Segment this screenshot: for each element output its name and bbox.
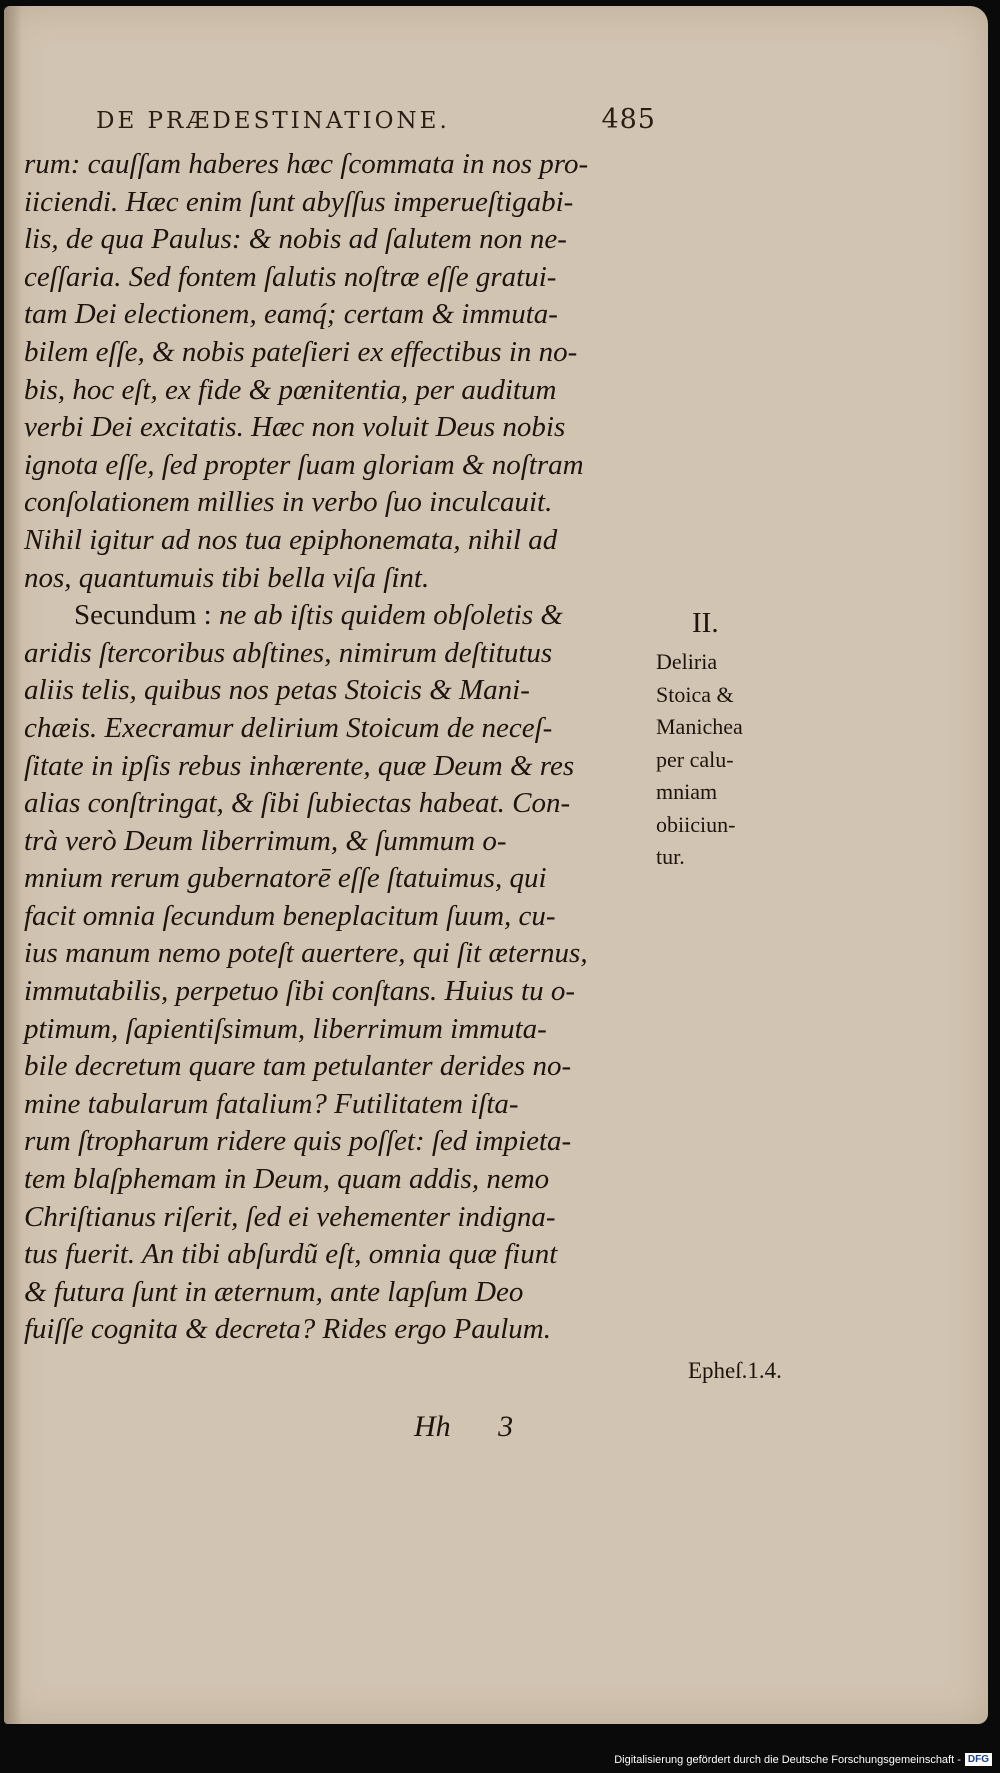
margin-bible-reference: Epheſ.1.4.	[688, 1358, 782, 1383]
page-number: 485	[601, 104, 656, 135]
text-line: verbi Dei excitatis. Hæc non voluit Deus nobis	[24, 411, 566, 444]
text-line: Nihil igitur ad nos tua epiphonemata, nihil ad	[24, 523, 558, 556]
margin-note-line: Deliria	[656, 649, 718, 674]
footer-text: Digitalisierung gefördert durch die Deutsche Forschungsgemeinschaft -	[614, 1753, 961, 1766]
text-line: rum ſtropharum ridere quis poſſet: ſed impieta-	[24, 1125, 572, 1158]
text-line: iiciendi. Hæc enim ſunt abyſſus imperueſtigabi-	[24, 185, 574, 218]
text-line: aliis telis, quibus nos petas Stoicis & Mani-	[24, 674, 530, 707]
margin-note-line: tur.	[656, 844, 685, 869]
margin-note-line: mniam	[656, 779, 718, 804]
text-line: tam Dei electionem, eamq́; certam & immuta-	[24, 298, 558, 331]
text-line: ignota eſſe, ſed propter ſuam gloriam & noſtram	[24, 448, 584, 481]
digitization-footer	[614, 1753, 992, 1766]
running-title: DE PRÆDESTINATIONE.	[96, 108, 450, 134]
text-line: mine tabularum fatalium? Futilitatem iſta-	[24, 1087, 519, 1120]
text-line: ius manum nemo poteſt auertere, qui ſit æternus,	[24, 937, 588, 970]
text-line: chæis. Execramur delirium Stoicum de neceſ-	[24, 711, 553, 744]
page-binding-shadow	[4, 6, 22, 1724]
dfg-logo-icon: DFG	[965, 1753, 992, 1766]
main-text-block	[24, 146, 669, 1349]
text-line: tem blaſphemam in Deum, quam addis, nemo	[24, 1163, 550, 1196]
text-line: & futura ſunt in æternum, ante lapſum Deo	[24, 1275, 524, 1308]
margin-note-line: per calu-	[656, 746, 734, 772]
text-line: tus fuerit. An tibi abſurdũ eſt, omnia quæ fiunt	[24, 1238, 558, 1271]
text-line: conſolationem millies in verbo ſuo inculcauit.	[24, 486, 553, 519]
book-page	[4, 6, 988, 1724]
text-line: ſitate in ipſis rebus inhærente, quæ Deum & res	[24, 749, 575, 782]
margin-note-line: obiiciun-	[656, 811, 736, 837]
text-line: rum: cauſſam haberes hæc ſcommata in nos pro-	[24, 148, 589, 180]
text-line: lis, de qua Paulus: & nobis ad ſalutem non ne-	[24, 223, 567, 256]
signature-letters: Hh	[414, 1410, 451, 1443]
signature-mark	[414, 1410, 513, 1444]
margin-note-line: Stoica &	[656, 681, 734, 707]
text-line: ptimum, ſapientiſsimum, liberrimum immuta-	[24, 1012, 547, 1045]
text-line: bis, hoc eſt, ex fide & pœnitentia, per auditum	[24, 373, 557, 406]
text-line: trà verò Deum liberrimum, & ſummum o-	[24, 824, 507, 857]
text-line: ceſſaria. Sed fontem ſalutis noſtræ eſſe gratui-	[24, 260, 557, 293]
text-line: nos, quantumuis tibi bella viſa ſint.	[24, 561, 430, 594]
margin-note	[656, 646, 806, 874]
text-line: facit omnia ſecundum beneplacitum ſuum, cu-	[24, 899, 556, 932]
signature-number: 3	[498, 1410, 514, 1443]
secundum-word: Secundum :	[74, 599, 212, 632]
margin-note-line: Manichea	[656, 714, 743, 739]
text-line: mnium rerum gubernatorē eſſe ſtatuimus, qui	[24, 862, 547, 895]
paragraph-start-line	[24, 597, 669, 635]
running-header	[96, 100, 656, 140]
text-line: bilem eſſe, & nobis pateſieri ex effectibus in no-	[24, 335, 578, 368]
text-line: Chriſtianus riſerit, ſed ei vehementer indigna-	[24, 1200, 556, 1233]
text-line: alias conſtringat, & ſibi ſubiectas habeat. Con-	[24, 787, 571, 820]
text-line: bile decretum quare tam petulanter derides no-	[24, 1050, 572, 1083]
text-line: immutabilis, perpetuo ſibi conſtans. Huius tu o-	[24, 975, 575, 1008]
text-line-remainder: ne ab iſtis quidem obſoletis &	[219, 599, 563, 632]
text-line: aridis ſtercoribus abſtines, nimirum deſtitutus	[24, 636, 553, 669]
margin-section-number: II.	[692, 607, 719, 639]
text-line: fuiſſe cognita & decreta? Rides ergo Paulum.	[24, 1313, 551, 1346]
